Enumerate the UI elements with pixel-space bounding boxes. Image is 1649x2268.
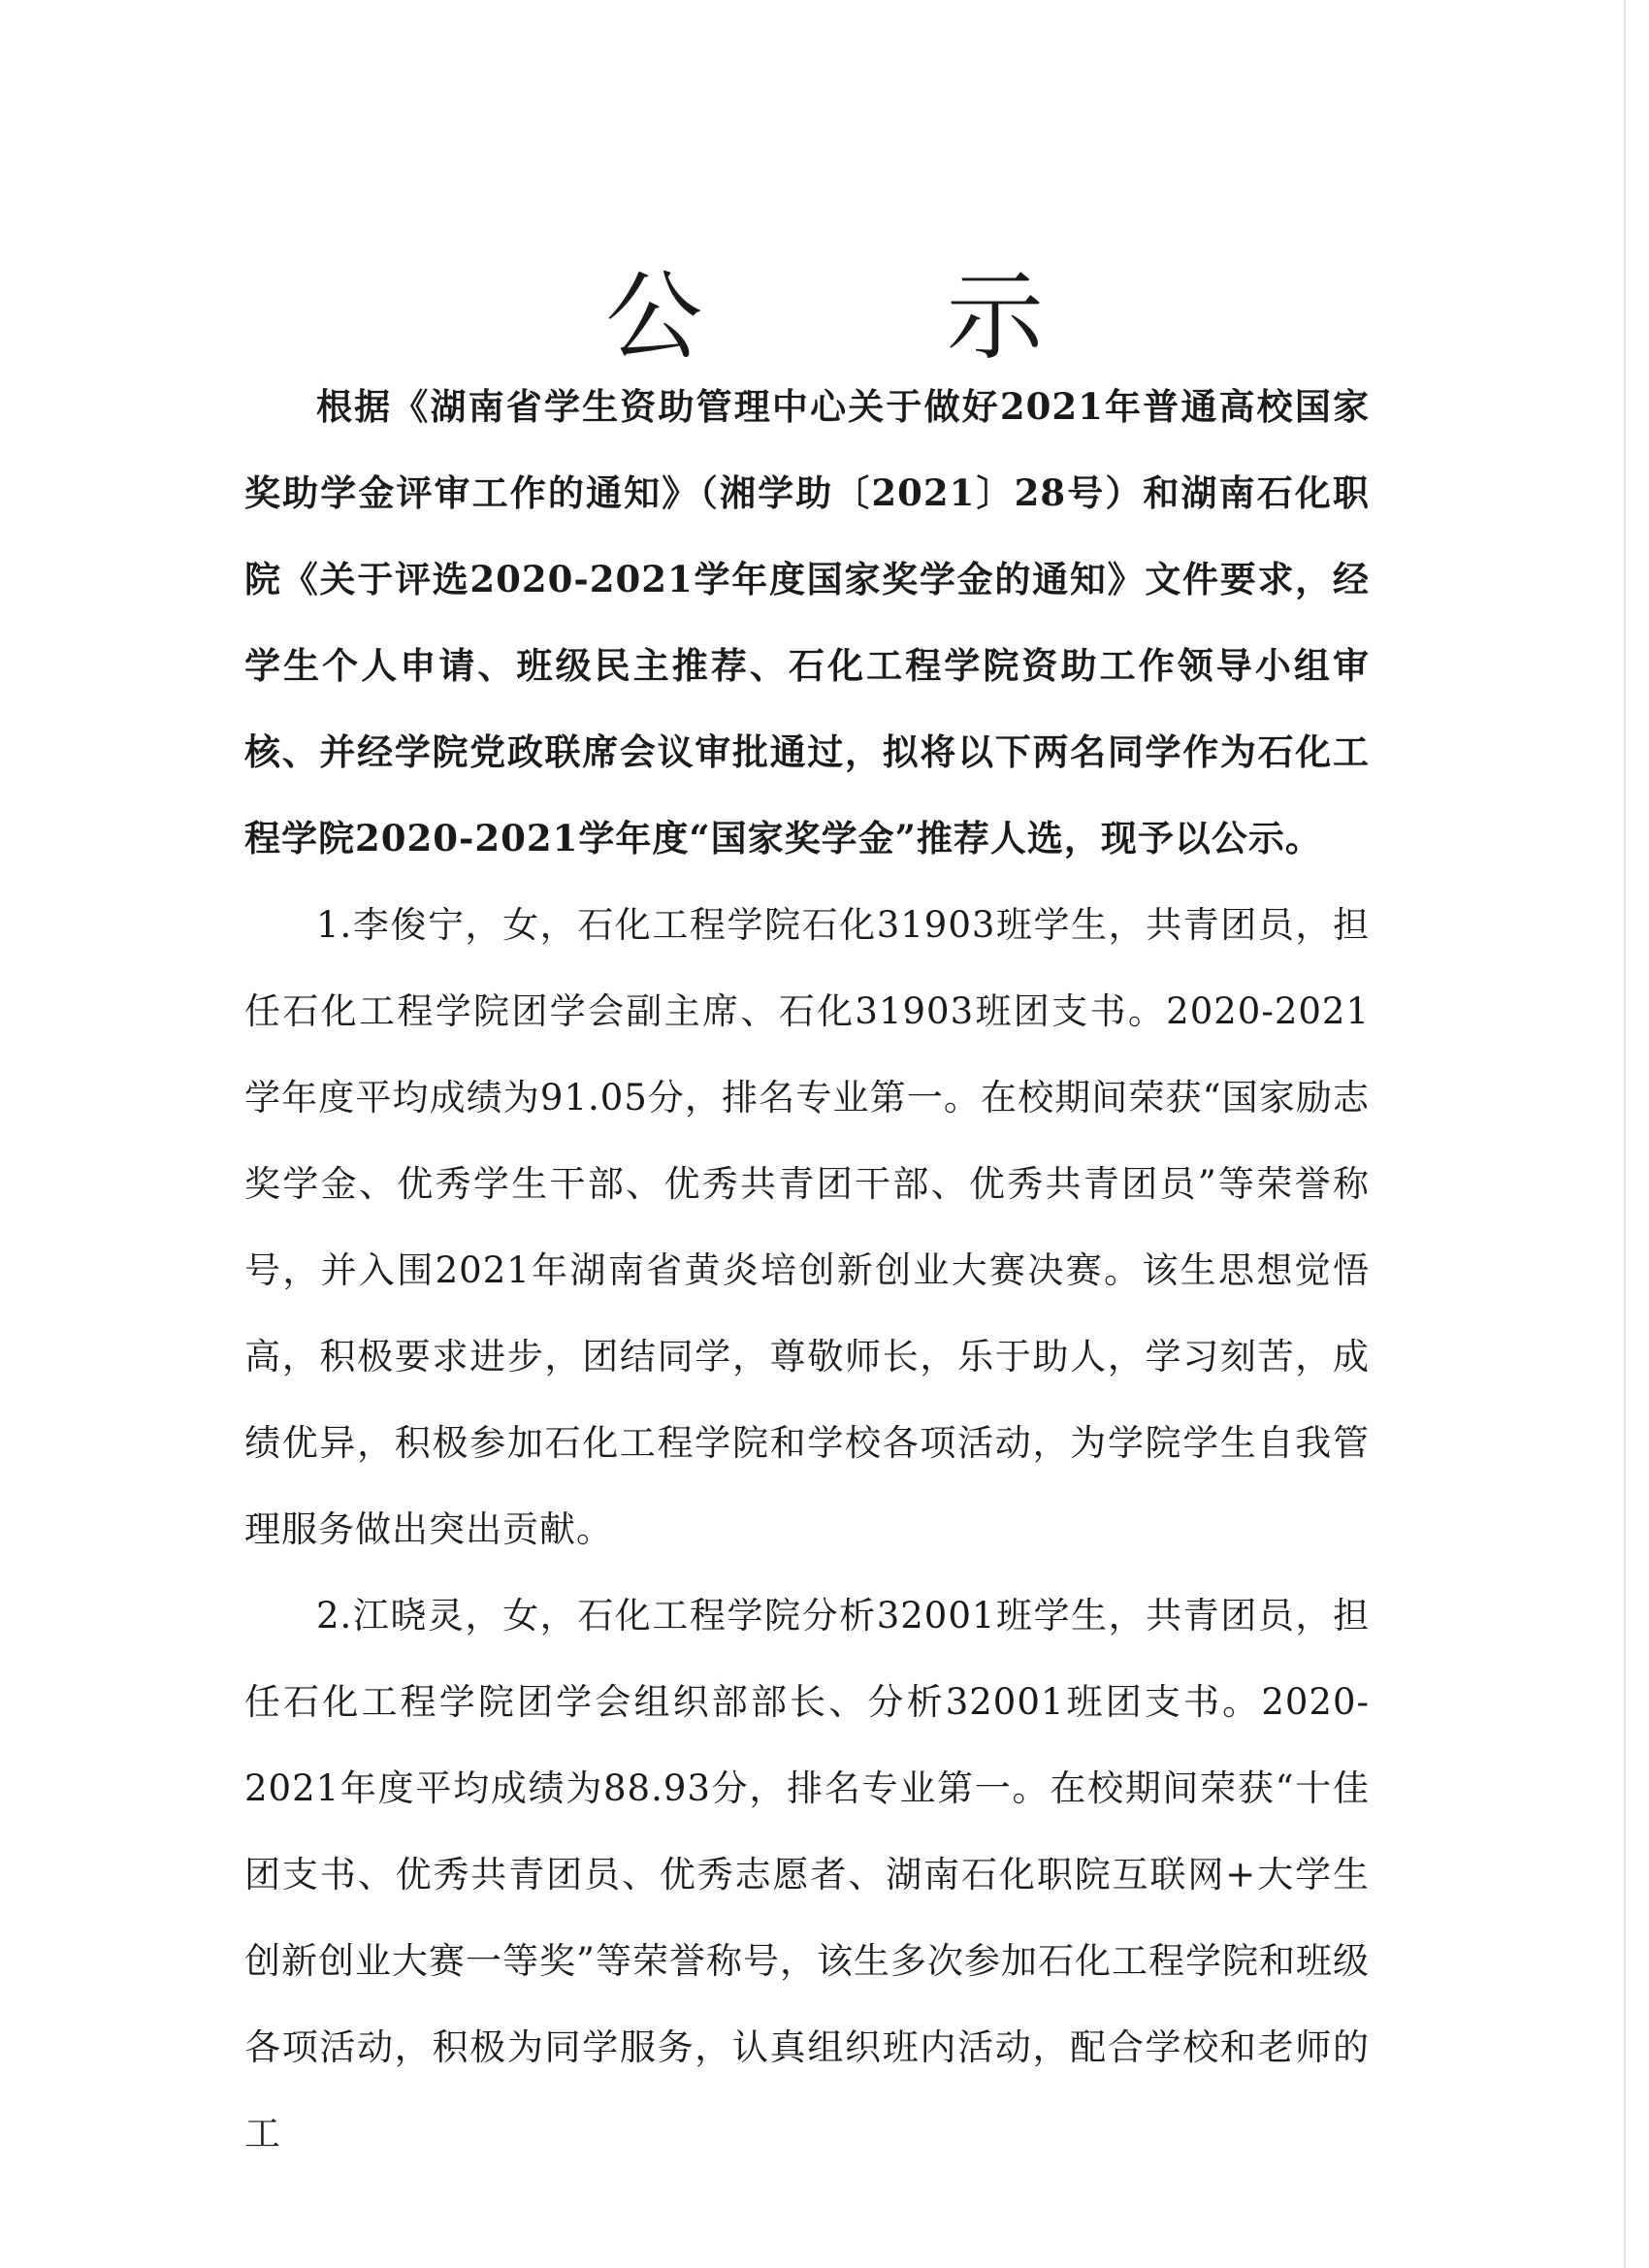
page-title: 公 示 (605, 260, 1150, 373)
document-body (244, 364, 1370, 2177)
candidate-2-paragraph: 2.江晓灵，女，石化工程学院分析32001班学生，共青团员，担任石化工程学院团学会组织部部长、分析32001班团支书。2020-2021年度平均成绩为88.93分，排名专业第一。在校期间荣获“十佳团支书、优秀共青团员、优秀志愿者、湖南石化职院互联网+大学生创新创业大赛一等奖”等荣誉称号，该生多次参加石化工程学院和班级各项活动，积极为同学服务，认真组织班内活动，配合学校和老师的工 (244, 1595, 1370, 2155)
candidate-1-paragraph: 1.李俊宁，女，石化工程学院石化31903班学生，共青团员，担任石化工程学院团学会副主席、石化31903班团支书。2020-2021学年度平均成绩为91.05分，排名专业第一。在校期间荣获“国家励志奖学金、优秀学生干部、优秀共青团干部、优秀共青团员”等荣誉称号，并入围2021年湖南省黄炎培创新创业大赛决赛。该生思想觉悟高，积极要求进步，团结同学，尊敬师长，乐于助人，学习刻苦，成绩优异，积极参加石化工程学院和学校各项活动，为学院学生自我管理服务做出突出贡献。 (244, 904, 1370, 1550)
intro-paragraph: 根据《湖南省学生资助管理中心关于做好2021年普通高校国家奖助学金评审工作的通知》（湘学助〔2021〕28号）和湖南石化职院《关于评选2020-2021学年度国家奖学金的通知》文件要求，经学生个人申请、班级民主推荐、石化工程学院资助工作领导小组审核、并经学院党政联席会议审批通过，拟将以下两名同学作为石化工程学院2020-2021学年度“国家奖学金”推荐人选，现予以公示。 (244, 385, 1370, 859)
